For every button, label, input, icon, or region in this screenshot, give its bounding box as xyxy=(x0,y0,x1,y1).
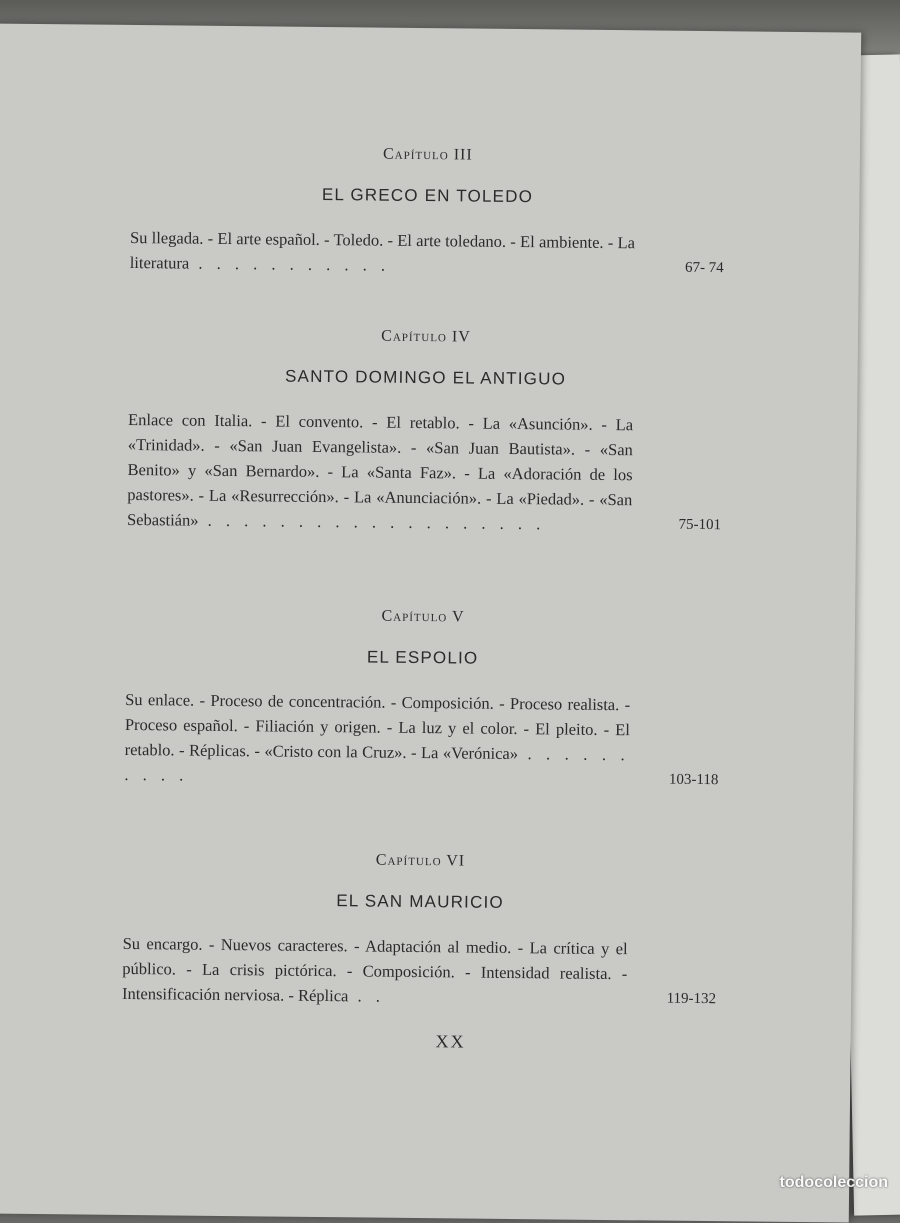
chapter-iii xyxy=(130,143,725,281)
watermark-logo: todocoleccion xyxy=(779,1174,888,1191)
page-range: 103-118 xyxy=(668,771,719,789)
chapter-numeral: V xyxy=(451,608,465,626)
chapter-label: Capítulo III xyxy=(382,145,473,164)
chapter-numeral: VI xyxy=(446,852,466,870)
page-range: 67- 74 xyxy=(684,259,724,277)
toc-entry xyxy=(127,407,722,538)
chapter-label: Capítulo V xyxy=(381,607,465,626)
leader-dots: . . . . . . . . . . xyxy=(124,744,630,785)
page-range: 75-101 xyxy=(678,516,722,534)
chapter-title: EL SAN MAURICIO xyxy=(336,891,504,912)
book-page xyxy=(0,23,861,1222)
chapter-description: Su llegada. - El arte español. - Toledo. - El arte toledano. - El ambiente. - La literatura . . . . . . . . . . . xyxy=(129,227,636,275)
chapter-label: Capítulo IV xyxy=(381,327,471,346)
chapter-numeral: III xyxy=(453,146,473,164)
chapter-title: SANTO DOMINGO EL ANTIGUO xyxy=(284,366,567,389)
chapter-description: Su encargo. - Nuevos caracteres. - Adaptación al medio. - La crítica y el público. - La crisis pictórica. - Composición. - Intensidad realista. - Intensificación nerviosa. - Réplica . . xyxy=(122,933,628,1006)
leader-dots: . . . . . . . . . . . xyxy=(189,253,391,275)
chapter-v xyxy=(124,605,720,793)
chapter-description: Su enlace. - Proceso de concentración. - Composición. - Proceso realista. - Proceso español. - Filiación y origen. - La luz y el color. - El pleito. - El retablo. - Réplicas. - «Cristo con la Cruz». - La «Verónica» . . . . . . . . . . xyxy=(124,689,631,785)
toc-entry xyxy=(122,931,717,1012)
page-folio: XX xyxy=(435,1031,466,1052)
leader-dots: . . . . . . . . . . . . . . . . . . . xyxy=(198,510,546,534)
chapter-numeral: IV xyxy=(451,328,471,346)
toc-entry xyxy=(124,687,719,793)
leader-dots: . . xyxy=(348,986,386,1006)
toc-entry xyxy=(130,225,724,281)
chapter-label: Capítulo VI xyxy=(375,851,466,870)
chapter-iv xyxy=(127,325,723,538)
page-range: 119-132 xyxy=(666,990,717,1008)
chapter-description: Enlace con Italia. - El convento. - El retablo. - La «Asunción». - La «Trinidad». - «San Juan Evangelista». - «San Juan Bautista». - «San Benito» y «San Bernardo». - La «Santa Faz». - La «Adoración de los pastores». - La «Resurrección». - La «Anunciación». - La «Piedad». - «San Sebastián» . . . . . . . . . . . . . . . . . . . xyxy=(126,409,634,534)
chapter-title: EL GRECO EN TOLEDO xyxy=(321,184,534,207)
chapter-vi xyxy=(122,849,718,1012)
chapter-title: EL ESPOLIO xyxy=(366,647,479,668)
